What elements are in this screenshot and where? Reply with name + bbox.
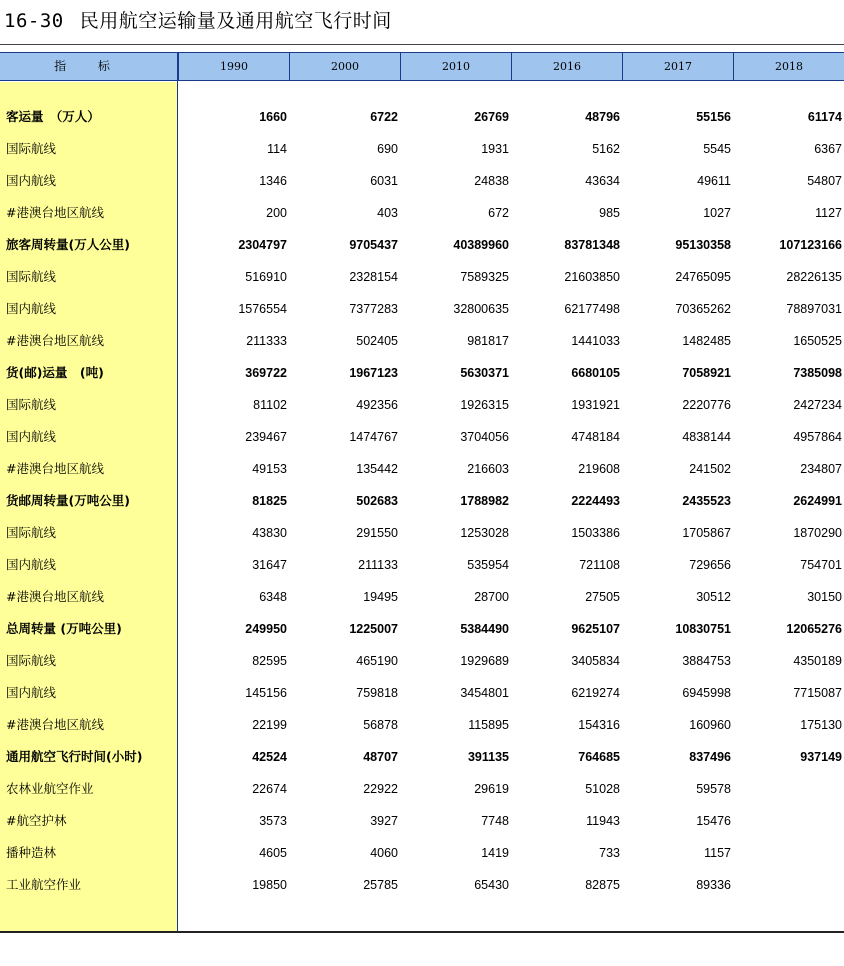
table-cell: 11943 <box>586 814 620 828</box>
row-label: 通用航空飞行时间(小时) <box>6 749 143 764</box>
table-cell: 175130 <box>800 718 842 732</box>
table-cell: 241502 <box>689 462 731 476</box>
table-cell: 216603 <box>467 462 509 476</box>
table-cell: 3927 <box>370 814 398 828</box>
table-cell: 759818 <box>356 686 398 700</box>
table-cell: 985 <box>599 206 620 220</box>
row-label: 客运量 （万人） <box>6 109 100 124</box>
table-cell: 672 <box>488 206 509 220</box>
table-cell <box>734 773 842 805</box>
row-label: 国际航线 <box>6 525 57 540</box>
table-cell: 1931 <box>481 142 509 156</box>
table-cell: 937149 <box>800 750 842 764</box>
table-cell: 4748184 <box>571 430 620 444</box>
row-label: #港澳台地区航线 <box>6 333 104 348</box>
table-cell: 9705437 <box>349 238 398 252</box>
table-cell: 40389960 <box>453 238 509 252</box>
row-label: 工业航空作业 <box>6 877 82 892</box>
table-cell: 22922 <box>363 782 398 796</box>
row-label: 播种造林 <box>6 845 57 860</box>
table-cell: 78897031 <box>786 302 842 316</box>
table-cell: 12065276 <box>786 622 842 636</box>
table-cell: 1027 <box>703 206 731 220</box>
table-cell: 502683 <box>356 494 398 508</box>
table-cell: 59578 <box>696 782 731 796</box>
table-cell: 6680105 <box>571 366 620 380</box>
top-rule <box>0 44 844 45</box>
table-cell: 4957864 <box>793 430 842 444</box>
table-cell: 82595 <box>252 654 287 668</box>
row-label: #航空护林 <box>6 813 67 828</box>
table-cell: 154316 <box>578 718 620 732</box>
table-row <box>0 229 844 261</box>
header-year: 2017 <box>622 53 733 80</box>
table-cell: 403 <box>377 206 398 220</box>
table-cell: 492356 <box>356 398 398 412</box>
table-row <box>0 421 844 453</box>
table-cell: 1503386 <box>571 526 620 540</box>
table-cell: 48707 <box>363 750 398 764</box>
table-cell: 5545 <box>703 142 731 156</box>
table-cell: 1788982 <box>460 494 509 508</box>
table-row <box>0 101 844 133</box>
table-number: 16-30 <box>4 10 64 32</box>
table-cell: 3704056 <box>460 430 509 444</box>
table-cell: 2435523 <box>682 494 731 508</box>
table-row <box>0 581 844 613</box>
table-cell: 7377283 <box>349 302 398 316</box>
table-cell: 9625107 <box>571 622 620 636</box>
table-cell: 1441033 <box>571 334 620 348</box>
table-cell: 3405834 <box>571 654 620 668</box>
table-cell: 1870290 <box>793 526 842 540</box>
table-cell: 239467 <box>245 430 287 444</box>
table-cell: 234807 <box>800 462 842 476</box>
table-cell: 43634 <box>585 174 620 188</box>
page-title <box>4 6 392 33</box>
header-year: 2000 <box>289 53 400 80</box>
table-cell: 2427234 <box>793 398 842 412</box>
table-cell: 62177498 <box>564 302 620 316</box>
table-cell: 1482485 <box>682 334 731 348</box>
table-cell: 219608 <box>578 462 620 476</box>
table-cell: 26769 <box>474 110 509 124</box>
table-row <box>0 741 844 773</box>
table-cell: 2624991 <box>793 494 842 508</box>
table-cell: 1931921 <box>571 398 620 412</box>
table-cell: 7589325 <box>460 270 509 284</box>
table-cell: 70365262 <box>675 302 731 316</box>
header-year: 2018 <box>733 53 844 80</box>
table-cell: 22199 <box>252 718 287 732</box>
table-cell: 764685 <box>578 750 620 764</box>
row-label: 国际航线 <box>6 397 57 412</box>
table-cell: 733 <box>599 846 620 860</box>
table-row <box>0 325 844 357</box>
table-cell: 32800635 <box>453 302 509 316</box>
table-cell: 19495 <box>363 590 398 604</box>
table-cell: 211333 <box>246 334 287 348</box>
table-cell: 135442 <box>356 462 398 476</box>
table-row <box>0 517 844 549</box>
table-cell: 145156 <box>245 686 287 700</box>
table-cell: 4838144 <box>682 430 731 444</box>
table-cell: 4060 <box>370 846 398 860</box>
table-cell: 82875 <box>585 878 620 892</box>
table-cell: 15476 <box>696 814 731 828</box>
table-cell: 19850 <box>252 878 287 892</box>
table-cell: 49153 <box>252 462 287 476</box>
table-cell: 160960 <box>689 718 731 732</box>
table-cell: 42524 <box>252 750 287 764</box>
table-cell: 48796 <box>585 110 620 124</box>
row-label: #港澳台地区航线 <box>6 205 104 220</box>
table-row <box>0 677 844 709</box>
row-label: 国内航线 <box>6 173 57 188</box>
table-row <box>0 293 844 325</box>
table-cell: 5384490 <box>460 622 509 636</box>
table-cell: 95130358 <box>675 238 731 252</box>
table-cell: 6348 <box>259 590 287 604</box>
table-cell: 115895 <box>468 718 509 732</box>
table-cell: 2224493 <box>571 494 620 508</box>
table-cell: 249950 <box>245 622 287 636</box>
table-cell: 200 <box>266 206 287 220</box>
table-row <box>0 869 844 901</box>
table-cell: 1225007 <box>349 622 398 636</box>
row-label: 货(邮)运量 (吨) <box>6 365 104 380</box>
header-year: 2010 <box>400 53 511 80</box>
row-label: 国际航线 <box>6 653 57 668</box>
table-cell: 55156 <box>696 110 731 124</box>
table-cell: 6945998 <box>682 686 731 700</box>
table-cell: 6219274 <box>571 686 620 700</box>
table-cell: 27505 <box>585 590 620 604</box>
table-cell: 2220776 <box>682 398 731 412</box>
row-label: #港澳台地区航线 <box>6 589 104 604</box>
table-cell: 89336 <box>696 878 731 892</box>
header-indicator: 指 标 <box>54 59 124 73</box>
table-cell: 30512 <box>696 590 731 604</box>
row-label: 国内航线 <box>6 557 57 572</box>
table-row <box>0 261 844 293</box>
table-cell: 54807 <box>807 174 842 188</box>
table-cell <box>734 805 842 837</box>
table-cell: 81825 <box>252 494 287 508</box>
table-cell: 1419 <box>481 846 509 860</box>
table-cell: 1474767 <box>349 430 398 444</box>
table-row <box>0 645 844 677</box>
table-row <box>0 485 844 517</box>
table-cell: 43830 <box>252 526 287 540</box>
table-cell: 465190 <box>356 654 398 668</box>
table-cell: 721108 <box>579 558 620 572</box>
table-cell: 535954 <box>467 558 509 572</box>
table-cell: 81102 <box>253 398 287 412</box>
row-label: 货邮周转量(万吨公里) <box>6 493 130 508</box>
table-cell: 1705867 <box>682 526 731 540</box>
table-cell: 1157 <box>704 846 731 860</box>
table-cell: 6031 <box>370 174 398 188</box>
table-cell: 21603850 <box>564 270 620 284</box>
table-cell: 1929689 <box>460 654 509 668</box>
table-cell: 6722 <box>370 110 398 124</box>
table-cell: 61174 <box>807 110 842 124</box>
row-label: 国际航线 <box>6 141 57 156</box>
table-cell: 30150 <box>807 590 842 604</box>
table-cell: 5630371 <box>460 366 509 380</box>
table-cell: 1650525 <box>793 334 842 348</box>
table-cell: 7715087 <box>793 686 842 700</box>
header-year: 1990 <box>178 53 289 80</box>
table-cell: 25785 <box>363 878 398 892</box>
table-row <box>0 389 844 421</box>
row-label: 旅客周转量(万人公里) <box>6 237 130 252</box>
table-cell: 114 <box>267 142 287 156</box>
bottom-rule <box>0 931 844 933</box>
row-label: #港澳台地区航线 <box>6 717 104 732</box>
table-cell: 1346 <box>259 174 287 188</box>
table-row <box>0 549 844 581</box>
table-cell: 56878 <box>363 718 398 732</box>
table-cell: 7385098 <box>793 366 842 380</box>
table-cell: 1127 <box>815 206 842 220</box>
table-cell: 49611 <box>697 174 731 188</box>
table-cell: 7748 <box>481 814 509 828</box>
table-cell: 5162 <box>592 142 620 156</box>
table-cell: 1926315 <box>460 398 509 412</box>
row-label: 国内航线 <box>6 301 57 316</box>
table-cell: 3454801 <box>460 686 509 700</box>
table-cell: 65430 <box>474 878 509 892</box>
table-cell: 3573 <box>259 814 287 828</box>
row-label: 国际航线 <box>6 269 57 284</box>
table-cell: 28700 <box>474 590 509 604</box>
table-cell: 83781348 <box>564 238 620 252</box>
row-label: #港澳台地区航线 <box>6 461 104 476</box>
table-cell: 754701 <box>800 558 842 572</box>
table-header <box>0 52 844 81</box>
table-cell: 1253028 <box>460 526 509 540</box>
table-title: 民用航空运输量及通用航空飞行时间 <box>79 10 392 32</box>
table-row <box>0 837 844 869</box>
table-row <box>0 453 844 485</box>
row-label: 国内航线 <box>6 429 57 444</box>
table-cell: 391135 <box>467 750 509 764</box>
table-cell: 22674 <box>252 782 287 796</box>
table-cell: 502405 <box>356 334 398 348</box>
table-cell: 4605 <box>259 846 287 860</box>
table-cell: 4350189 <box>793 654 842 668</box>
table-cell: 28226135 <box>786 270 842 284</box>
table-cell: 981817 <box>467 334 509 348</box>
table-cell: 516910 <box>245 270 287 284</box>
table-cell: 690 <box>377 142 398 156</box>
table-cell <box>734 837 842 869</box>
table-cell: 837496 <box>689 750 731 764</box>
table-cell: 1576554 <box>238 302 287 316</box>
table-cell: 211133 <box>358 558 398 572</box>
table-cell: 729656 <box>689 558 731 572</box>
table-cell: 291550 <box>356 526 398 540</box>
table-cell: 2328154 <box>349 270 398 284</box>
table-cell: 29619 <box>474 782 509 796</box>
table-row <box>0 805 844 837</box>
table-row <box>0 357 844 389</box>
table-cell: 107123166 <box>779 238 842 252</box>
table-cell: 24765095 <box>675 270 731 284</box>
table-row <box>0 133 844 165</box>
table-cell: 369722 <box>245 366 287 380</box>
table-row <box>0 197 844 229</box>
header-year: 2016 <box>511 53 622 80</box>
table-row <box>0 613 844 645</box>
table-cell: 2304797 <box>238 238 287 252</box>
table-cell: 1660 <box>259 110 287 124</box>
table-cell: 3884753 <box>682 654 731 668</box>
table-row <box>0 165 844 197</box>
table-row <box>0 773 844 805</box>
table-cell: 10830751 <box>675 622 731 636</box>
table-cell <box>734 869 842 901</box>
table-row <box>0 709 844 741</box>
table-cell: 31647 <box>252 558 287 572</box>
table-cell: 1967123 <box>349 366 398 380</box>
row-label: 总周转量 (万吨公里) <box>6 621 122 636</box>
row-label: 国内航线 <box>6 685 57 700</box>
row-label: 农林业航空作业 <box>6 781 94 796</box>
table-cell: 7058921 <box>682 366 731 380</box>
table-cell: 6367 <box>814 142 842 156</box>
table-cell: 24838 <box>474 174 509 188</box>
table-cell: 51028 <box>585 782 620 796</box>
